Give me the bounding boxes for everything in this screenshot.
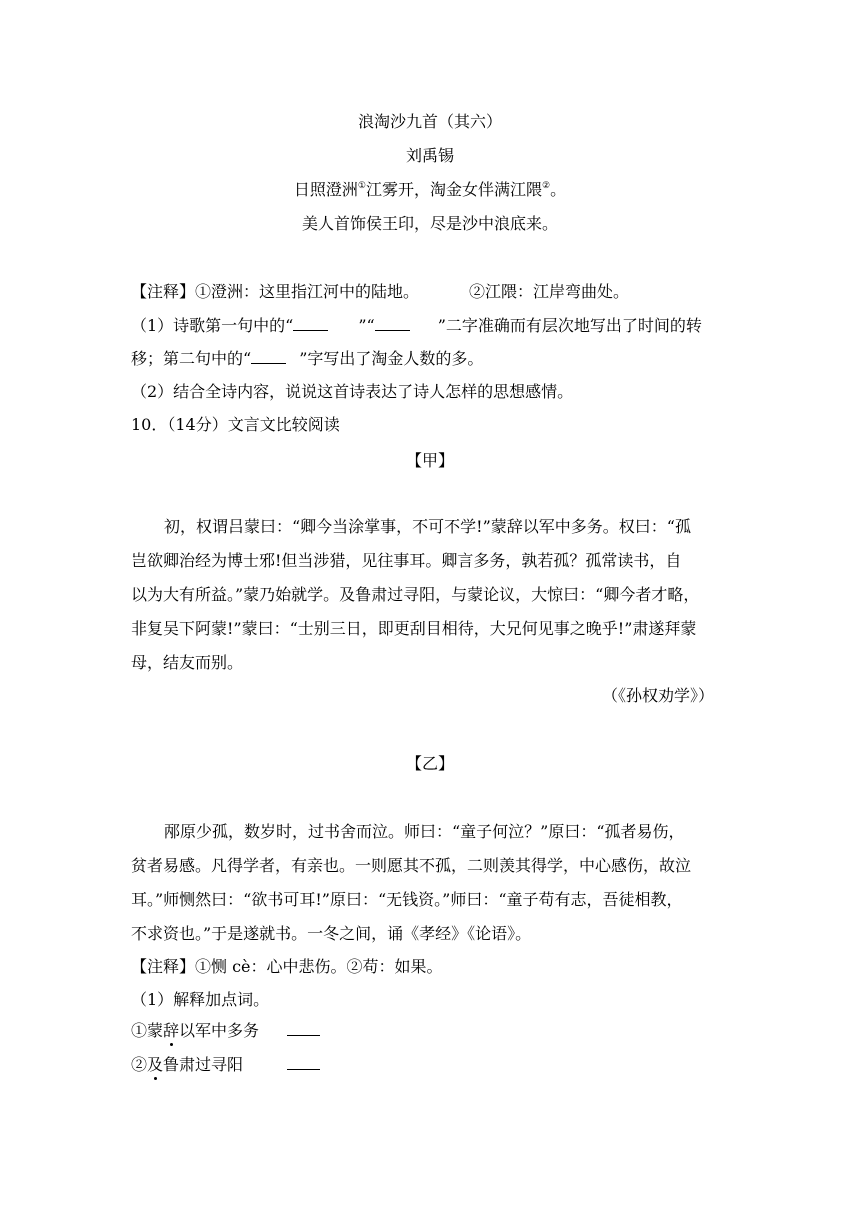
poem-notes: 【注释】①澄洲：这里指江河中的陆地。 ②江隈：江岸弯曲处。	[131, 282, 630, 301]
poem-question-1-line-1: （1）诗歌第一句中的“ ”“ ”二字准确而有层次地写出了时间的转	[131, 316, 702, 335]
section-10-heading: 10．（14分）文言文比较阅读	[131, 415, 340, 434]
emphasized-character: 辞	[163, 1021, 180, 1040]
answer-blank-4[interactable]	[287, 1021, 320, 1036]
answer-blank-3[interactable]	[251, 349, 286, 364]
answer-blank-5[interactable]	[287, 1055, 320, 1070]
jia-line-1: 初，权谓吕蒙曰：“卿今当涂掌事，不可不学!”蒙辞以军中多务。权曰：“孤	[164, 517, 691, 536]
poem-question-1-line-2: 移；第二句中的“ ”字写出了淘金人数的多。	[131, 349, 484, 368]
poem-line-1: 日照澄洲①江雾开，淘金女伴满江隈②。	[293, 180, 567, 199]
poem-author: 刘禹锡	[405, 146, 454, 165]
yi-line-2: 贫者易感。凡得学者，有亲也。一则愿其不孤，二则羡其得学，中心感伤，故泣	[131, 856, 692, 875]
jia-line-2: 岂欲卿治经为博士邪!但当涉猎，见往事耳。卿言多务，孰若孤？孤常读书，自	[131, 551, 682, 570]
jia-line-3: 以为大有所益。”蒙乃始就学。及鲁肃过寻阳，与蒙论议，大惊曰：“卿今者才略，	[131, 585, 700, 604]
answer-blank-1[interactable]	[293, 316, 328, 331]
section-10-question-1: （1）解释加点词。	[131, 990, 270, 1009]
jia-line-4: 非复吴下阿蒙!”蒙曰：“士别三日，即更刮目相待，大兄何见事之晚乎!”肃遂拜蒙	[131, 619, 697, 638]
poem-title: 浪淘沙九首（其六）	[357, 112, 502, 131]
answer-blank-2[interactable]	[375, 316, 410, 331]
jia-label: 【甲】	[405, 451, 454, 470]
yi-line-4: 不求资也。”于是遂就书。一冬之间，诵《孝经》《论语》。	[131, 924, 532, 943]
emphasized-character: 及	[147, 1055, 164, 1074]
yi-notes: 【注释】①恻 cè：心中悲伤。②苟：如果。	[131, 957, 443, 976]
question-1-item-1: ①蒙辞以军中多务	[131, 1021, 320, 1041]
poem-line-2: 美人首饰侯王印，尽是沙中浪底来。	[301, 214, 558, 233]
jia-line-5: 母，结友而别。	[131, 653, 244, 672]
yi-line-1: 邴原少孤，数岁时，过书舍而泣。师曰：“童子何泣？”原曰：“孤者易伤，	[164, 822, 685, 841]
question-1-item-2: ②及鲁肃过寻阳	[131, 1055, 320, 1075]
yi-line-3: 耳。”师恻然曰：“欲书可耳!”原曰：“无钱资。”师曰：“童子苟有志，吾徒相教，	[131, 890, 683, 909]
jia-source: （《孙权劝学》）	[602, 686, 715, 705]
yi-label: 【乙】	[405, 754, 454, 773]
poem-question-2: （2）结合全诗内容，说说这首诗表达了诗人怎样的思想感情。	[131, 382, 574, 401]
